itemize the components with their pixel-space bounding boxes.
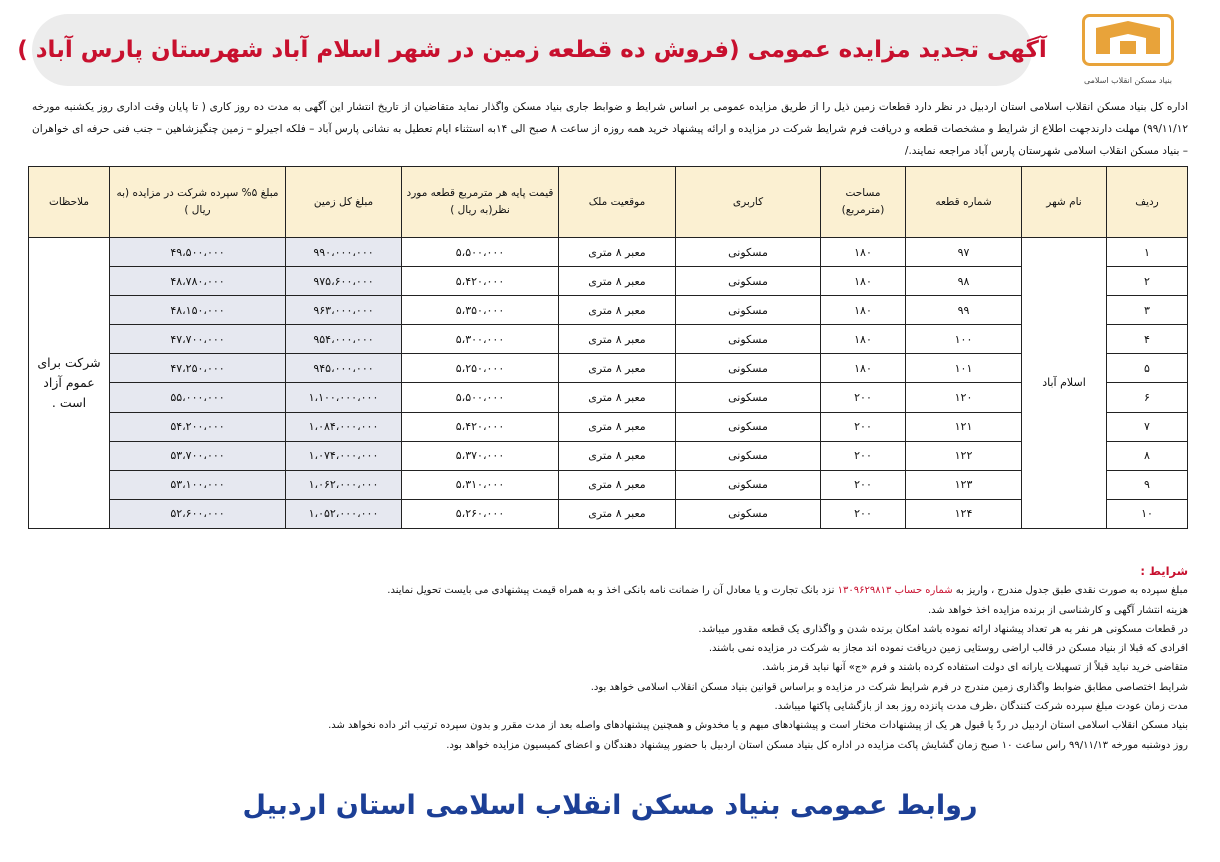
condition-text: مبلغ سپرده به صورت نقدی طبق جدول مندرج ، واریز به [952,585,1188,597]
header-banner [17,14,1047,86]
cell-usage: مسکونی [676,383,821,412]
cell-deposit: ۵۳،۷۰۰،۰۰۰ [110,441,286,470]
cell-area: ۲۰۰ [821,499,906,528]
footer [0,790,1220,821]
cell-deposit: ۴۸،۷۸۰،۰۰۰ [110,267,286,296]
table-row [29,470,1188,499]
col-header-location: موقعیت ملک [559,167,676,238]
cell-area: ۲۰۰ [821,383,906,412]
cell-row-number: ۱۰ [1107,499,1188,528]
col-header-usage: کاربری [676,167,821,238]
cell-area: ۲۰۰ [821,412,906,441]
conditions-list [32,601,1188,755]
table-body [29,238,1188,529]
logo [1058,14,1198,94]
col-header-plot: شماره قطعه [906,167,1022,238]
cell-deposit: ۵۳،۱۰۰،۰۰۰ [110,470,286,499]
cell-usage: مسکونی [676,325,821,354]
cell-deposit: ۵۲،۶۰۰،۰۰۰ [110,499,286,528]
cell-deposit: ۴۷،۷۰۰،۰۰۰ [110,325,286,354]
page-title: آگهی تجدید مزایده عمومی (فروش ده قطعه زمین در شهر اسلام آباد شهرستان پارس آباد ) [17,37,1047,63]
cell-location: معبر ۸ متری [559,267,676,296]
cell-total-price: ۱،۰۵۲،۰۰۰،۰۰۰ [286,499,402,528]
condition-item: مدت زمان عودت مبلغ سپرده شرکت کنندگان ،ظرف مدت پانزده روز بعد از بازگشایی پاکتها میباشد. [774,701,1188,713]
intro-paragraph: اداره کل بنیاد مسکن انقلاب اسلامی استان اردبیل در نظر دارد قطعات زمین ذیل را از طریق مزایده عمومی بر اساس شرایط و ضوابط جاری بنیاد مسکن واگذار نماید متقاضیان از تاریخ انتشار این آگهی به مدت ده روز کاری ( تا پایان وقت اداری روز یکشنبه مورخه ۹۹/۱۱/۱۲) مهلت دارندجهت اطلاع از شرایط و مشخصات قطعه و دریافت فرم شرایط شرکت در مزایده و ارائه پیشنهاد خرید همه روزه از ساعت ۸ صبح الی ۱۴به استثناء ایام تعطیل به نشانی پارس آباد – فلکه اجیرلو – زمین چنگیزشاهین – جنب فنی حرفه ای خواهران – بنیاد مسکن انقلاب اسلامی شهرستان پارس آباد مراجعه نمایند./ [32,101,1188,157]
cell-location: معبر ۸ متری [559,296,676,325]
cell-plot-number: ۱۲۲ [906,441,1022,470]
cell-location: معبر ۸ متری [559,238,676,267]
cell-usage: مسکونی [676,267,821,296]
cell-row-number: ۲ [1107,267,1188,296]
cell-usage: مسکونی [676,412,821,441]
table-row [29,383,1188,412]
cell-area: ۱۸۰ [821,296,906,325]
plots-table [30,166,1188,529]
cell-total-price: ۹۵۴،۰۰۰،۰۰۰ [286,325,402,354]
cell-total-price: ۹۶۳،۰۰۰،۰۰۰ [286,296,402,325]
cell-base-price: ۵،۳۷۰،۰۰۰ [402,441,559,470]
table-row [29,267,1188,296]
table-row [29,296,1188,325]
cell-deposit: ۴۸،۱۵۰،۰۰۰ [110,296,286,325]
cell-base-price: ۵،۲۶۰،۰۰۰ [402,499,559,528]
condition-item: در قطعات مسکونی هر نفر به هر تعداد پیشنهاد ارائه نموده باشد امکان برنده شدن و واگذاری یک قطعه مقدور میباشد. [698,623,1188,635]
table-header-row [29,167,1188,238]
cell-plot-number: ۱۰۰ [906,325,1022,354]
table-row [29,354,1188,383]
cell-row-number: ۶ [1107,383,1188,412]
cell-row-number: ۳ [1107,296,1188,325]
cell-plot-number: ۹۷ [906,238,1022,267]
cell-base-price: ۵،۳۵۰،۰۰۰ [402,296,559,325]
col-header-base-price: قیمت پایه هر مترمربع قطعه مورد نظر(به ریال ) [402,167,559,238]
cell-plot-number: ۱۰۱ [906,354,1022,383]
cell-location: معبر ۸ متری [559,470,676,499]
cell-location: معبر ۸ متری [559,383,676,412]
conditions-section [32,562,1188,755]
cell-plot-number: ۱۲۰ [906,383,1022,412]
cell-base-price: ۵،۵۰۰،۰۰۰ [402,383,559,412]
account-number: ۱۳۰۹۶۲۹۸۱۳ [837,585,892,597]
cell-row-number: ۵ [1107,354,1188,383]
cell-plot-number: ۹۸ [906,267,1022,296]
condition-item: بنیاد مسکن انقلاب اسلامی استان اردبیل در ردّ یا قبول هر یک از پیشنهادات مختار است و پیشنهادهای مبهم و یا مخدوش و همچنین پیشنهادهای واصله بعد از مدت مقرر و بدون سپرده ترتیب اثر داده نخواهد شد. [328,720,1188,732]
footer-text: روابط عمومی بنیاد مسکن انقلاب اسلامی استان اردبیل [242,790,978,821]
cell-row-number: ۴ [1107,325,1188,354]
cell-deposit: ۵۵،۰۰۰،۰۰۰ [110,383,286,412]
cell-usage: مسکونی [676,238,821,267]
cell-plot-number: ۱۲۱ [906,412,1022,441]
col-header-deposit: مبلغ ۵% سپرده شرکت در مزایده (به ریال ) [110,167,286,238]
cell-location: معبر ۸ متری [559,325,676,354]
cell-base-price: ۵،۳۰۰،۰۰۰ [402,325,559,354]
cell-notes: شرکت برای عموم آزاد است . [29,238,110,529]
cell-location: معبر ۸ متری [559,499,676,528]
condition-item: متقاضی خرید نباید قبلاً از تسهیلات یارانه ای دولت استفاده کرده باشند و فرم «ج» آنها نباید قرمز باشد. [762,662,1188,674]
cell-usage: مسکونی [676,470,821,499]
cell-usage: مسکونی [676,296,821,325]
cell-location: معبر ۸ متری [559,412,676,441]
col-header-notes: ملاحظات [29,167,110,238]
cell-usage: مسکونی [676,441,821,470]
housing-foundation-logo-icon [1082,14,1174,66]
cell-city: اسلام آباد [1022,238,1107,529]
cell-plot-number: ۹۹ [906,296,1022,325]
condition-item: افرادی که قبلا از بنیاد مسکن در قالب اراضی روستایی زمین دریافت نموده اند مجاز به شرکت در مزایده نمی باشند. [708,643,1188,655]
condition-item-deposit [32,581,1188,600]
cell-area: ۱۸۰ [821,325,906,354]
cell-total-price: ۹۹۰،۰۰۰،۰۰۰ [286,238,402,267]
col-header-row: ردیف [1107,167,1188,238]
table-row [29,499,1188,528]
cell-plot-number: ۱۲۴ [906,499,1022,528]
cell-base-price: ۵،۵۰۰،۰۰۰ [402,238,559,267]
cell-usage: مسکونی [676,499,821,528]
cell-total-price: ۱،۰۷۴،۰۰۰،۰۰۰ [286,441,402,470]
cell-row-number: ۹ [1107,470,1188,499]
condition-item: شرایط اختصاصی مطابق ضوابط واگذاری زمین مندرج در فرم شرایط شرکت در مزایده و براساس قوانین بنیاد مسکن انقلاب اسلامی خواهد بود. [590,681,1188,693]
logo-caption: بنیاد مسکن انقلاب اسلامی [1083,76,1173,85]
account-number-label: شماره حساب [894,585,953,597]
condition-text: نزد بانک تجارت و یا معادل آن را ضمانت نامه بانکی اخذ و به همراه قیمت پیشنهادی می بایست تحویل نمایند. [387,585,838,597]
cell-base-price: ۵،۴۲۰،۰۰۰ [402,412,559,441]
cell-deposit: ۴۹،۵۰۰،۰۰۰ [110,238,286,267]
cell-row-number: ۱ [1107,238,1188,267]
cell-deposit: ۴۷،۲۵۰،۰۰۰ [110,354,286,383]
table-row [29,325,1188,354]
col-header-area: مساحت (مترمربع) [821,167,906,238]
cell-base-price: ۵،۳۱۰،۰۰۰ [402,470,559,499]
cell-area: ۱۸۰ [821,354,906,383]
table-row [29,441,1188,470]
conditions-title: شرایط : [1140,564,1188,578]
cell-total-price: ۱،۱۰۰،۰۰۰،۰۰۰ [286,383,402,412]
cell-total-price: ۹۴۵،۰۰۰،۰۰۰ [286,354,402,383]
cell-total-price: ۱،۰۸۴،۰۰۰،۰۰۰ [286,412,402,441]
table-row [29,238,1188,267]
col-header-total: مبلغ کل زمین [286,167,402,238]
condition-item: هزینه انتشار آگهی و کارشناسی از برنده مزایده اخذ خواهد شد. [928,604,1188,616]
cell-location: معبر ۸ متری [559,354,676,383]
table-row [29,412,1188,441]
cell-area: ۲۰۰ [821,470,906,499]
cell-plot-number: ۱۲۳ [906,470,1022,499]
cell-row-number: ۷ [1107,412,1188,441]
cell-area: ۱۸۰ [821,238,906,267]
cell-base-price: ۵،۴۲۰،۰۰۰ [402,267,559,296]
condition-item: روز دوشنبه مورخه ۹۹/۱۱/۱۳ راس ساعت ۱۰ صبح زمان گشایش پاکت مزایده در اداره کل بنیاد مسکن استان اردبیل با حضور پیشنهاد دهندگان و اعضای کمیسیون مزایده خواهد بود. [446,739,1188,751]
cell-base-price: ۵،۲۵۰،۰۰۰ [402,354,559,383]
cell-location: معبر ۸ متری [559,441,676,470]
cell-row-number: ۸ [1107,441,1188,470]
col-header-city: نام شهر [1022,167,1107,238]
cell-total-price: ۱،۰۶۲،۰۰۰،۰۰۰ [286,470,402,499]
cell-total-price: ۹۷۵،۶۰۰،۰۰۰ [286,267,402,296]
cell-area: ۲۰۰ [821,441,906,470]
cell-area: ۱۸۰ [821,267,906,296]
cell-deposit: ۵۴،۲۰۰،۰۰۰ [110,412,286,441]
cell-usage: مسکونی [676,354,821,383]
